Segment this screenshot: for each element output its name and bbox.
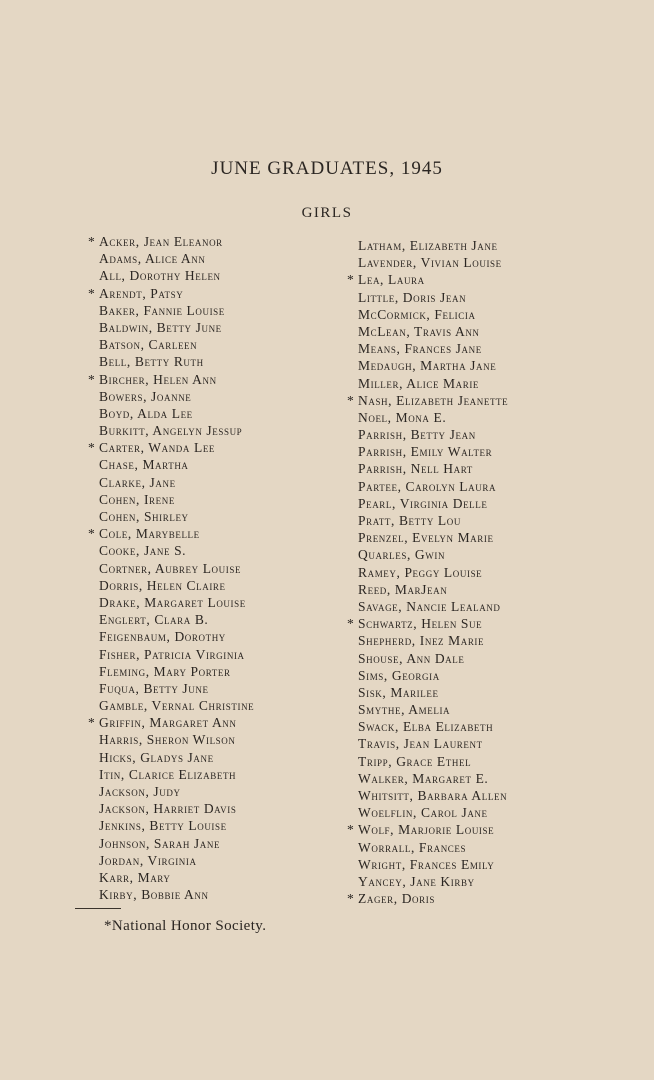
graduate-entry (88, 817, 333, 834)
graduate-name: Jackson, Judy (99, 784, 181, 799)
honor-society-marker: * (88, 715, 96, 731)
graduate-name: Hicks, Gladys Jane (99, 749, 214, 765)
graduate-name: Griffin, Margaret Ann (99, 715, 237, 731)
graduate-entry (347, 271, 627, 288)
graduate-entry (347, 684, 627, 701)
graduate-name: Means, Frances Jane (358, 341, 482, 357)
graduate-name: Wright, Frances Emily (358, 856, 495, 872)
graduate-name: Englert, Clara B. (99, 612, 209, 628)
graduate-entry (347, 753, 627, 770)
graduate-name: Wolf, Marjorie Louise (358, 822, 495, 838)
graduate-name: Jackson, Harriet Davis (99, 801, 237, 817)
graduate-name: Schwartz, Helen Sue (358, 616, 483, 632)
graduate-name: Cortner, Aubrey Louise (99, 560, 242, 576)
graduates-list-left (88, 233, 333, 903)
graduate-entry (347, 237, 627, 254)
graduate-name: Harris, Sheron Wilson (99, 732, 236, 748)
graduate-name: Acker, Jean Eleanor (99, 234, 223, 249)
graduate-entry (88, 388, 333, 405)
graduate-entry (88, 560, 333, 577)
graduate-entry (88, 783, 333, 800)
graduate-entry (88, 731, 333, 748)
graduate-entry (347, 821, 627, 838)
honor-society-marker: * (347, 891, 355, 907)
page-title: JUNE GRADUATES, 1945 (211, 158, 443, 179)
graduate-name: Adams, Alice Ann (99, 251, 206, 267)
graduate-entry (88, 611, 333, 628)
graduate-entry (347, 650, 627, 667)
graduate-name: Arendt, Patsy (99, 285, 184, 301)
graduate-entry (88, 456, 333, 473)
graduate-name: Yancey, Jane Kirby (358, 873, 475, 889)
graduate-name: Partee, Carolyn Laura (358, 478, 497, 494)
graduate-entry (347, 289, 627, 306)
graduate-name: Noel, Mona E. (358, 409, 447, 425)
graduate-entry (88, 886, 333, 903)
graduate-name: Cohen, Shirley (99, 509, 189, 524)
graduate-entry (88, 336, 333, 353)
graduate-entry (88, 800, 333, 817)
graduate-name: Karr, Mary (99, 869, 171, 885)
graduate-entry (347, 770, 627, 787)
footnote: *National Honor Society. (104, 918, 267, 934)
graduate-entry (347, 873, 627, 890)
graduate-entry (347, 495, 627, 512)
graduate-name: McLean, Travis Ann (358, 323, 480, 339)
graduate-name: Jordan, Virginia (99, 852, 197, 868)
graduate-name: Boyd, Alda Lee (99, 405, 193, 421)
graduate-entry (88, 508, 333, 525)
graduate-name: Bircher, Helen Ann (99, 371, 217, 387)
graduate-entry (88, 714, 333, 731)
graduate-name: Parrish, Nell Hart (358, 461, 473, 477)
graduate-name: Quarles, Gwin (358, 547, 446, 563)
graduate-entry (88, 285, 333, 302)
honor-society-marker: * (88, 526, 96, 542)
graduate-entry (347, 392, 627, 409)
graduate-name: Feigenbaum, Dorothy (99, 629, 226, 645)
graduate-entry (347, 443, 627, 460)
graduate-entry (88, 697, 333, 714)
graduate-name: Burkitt, Angelyn Jessup (99, 423, 243, 439)
graduate-entry (88, 405, 333, 422)
graduate-name: Bowers, Joanne (99, 388, 192, 404)
graduate-name: Baker, Fannie Louise (99, 302, 225, 318)
graduate-entry (88, 267, 333, 284)
graduate-entry (88, 474, 333, 491)
graduate-entry (88, 371, 333, 388)
graduate-entry (347, 512, 627, 529)
graduate-name: Batson, Carleen (99, 337, 198, 353)
honor-society-marker: * (347, 392, 355, 408)
honor-society-marker: * (347, 272, 355, 288)
graduate-entry (347, 701, 627, 718)
graduate-name: Tripp, Grace Ethel (358, 753, 472, 769)
graduate-name: Dorris, Helen Claire (99, 577, 226, 593)
graduate-name: Latham, Elizabeth Jane (358, 238, 498, 253)
graduate-name: Parrish, Emily Walter (358, 444, 493, 460)
graduate-entry (88, 491, 333, 508)
graduate-entry (88, 680, 333, 697)
graduate-name: Johnson, Sarah Jane (99, 835, 221, 851)
graduate-name: Cohen, Irene (99, 491, 175, 507)
graduate-entry (347, 375, 627, 392)
graduate-name: Woelflin, Carol Jane (358, 805, 488, 821)
graduate-entry (88, 577, 333, 594)
graduate-entry (347, 546, 627, 563)
graduate-name: Shepherd, Inez Marie (358, 633, 485, 649)
graduate-name: Cooke, Jane S. (99, 543, 187, 559)
honor-society-marker: * (88, 371, 96, 387)
graduate-entry (88, 525, 333, 542)
graduate-entry (347, 478, 627, 495)
graduate-entry (347, 632, 627, 649)
graduate-name: Travis, Jean Laurent (358, 736, 483, 752)
graduate-name: Ramey, Peggy Louise (358, 564, 483, 580)
graduate-name: Sisk, Marilee (358, 684, 439, 700)
graduate-entry (88, 233, 333, 250)
graduate-name: Fisher, Patricia Virginia (99, 646, 245, 662)
graduate-entry (347, 254, 627, 271)
graduate-entry (347, 839, 627, 856)
graduate-name: Cole, Marybelle (99, 526, 200, 542)
honor-society-marker: * (88, 234, 96, 249)
graduate-name: Gamble, Vernal Christine (99, 698, 255, 714)
graduate-entry (88, 766, 333, 783)
graduate-entry (347, 564, 627, 581)
graduate-name: Shouse, Ann Dale (358, 650, 465, 666)
graduate-entry (88, 250, 333, 267)
graduate-name: Carter, Wanda Lee (99, 440, 216, 456)
graduate-name: Pearl, Virginia Delle (358, 495, 488, 511)
graduate-name: Clarke, Jane (99, 474, 176, 490)
graduate-name: Bell, Betty Ruth (99, 354, 204, 370)
graduate-entry (347, 615, 627, 632)
graduate-entry (88, 594, 333, 611)
graduate-name: Fuqua, Betty June (99, 680, 209, 696)
graduate-name: Reed, MarJean (358, 581, 448, 597)
graduate-entry (347, 426, 627, 443)
graduate-name: Drake, Margaret Louise (99, 594, 246, 610)
graduate-name: Smythe, Amelia (358, 702, 451, 718)
graduate-name: Medaugh, Martha Jane (358, 358, 497, 374)
graduate-entry (347, 323, 627, 340)
honor-society-marker: * (88, 440, 96, 456)
graduate-entry (347, 890, 627, 907)
graduate-entry (347, 804, 627, 821)
graduate-name: Kirby, Bobbie Ann (99, 887, 209, 903)
graduate-name: Miller, Alice Marie (358, 375, 480, 391)
graduate-name: Sims, Georgia (358, 667, 440, 683)
graduate-entry (88, 852, 333, 869)
graduate-entry (88, 628, 333, 645)
graduate-name: Pratt, Betty Lou (358, 513, 461, 528)
graduate-entry (347, 581, 627, 598)
graduate-name: Whitsitt, Barbara Allen (358, 788, 508, 803)
graduate-entry (347, 856, 627, 873)
graduate-entry (88, 353, 333, 370)
graduate-entry (88, 542, 333, 559)
graduate-entry (88, 422, 333, 439)
graduate-entry (347, 667, 627, 684)
section-heading: GIRLS (301, 205, 353, 221)
graduate-entry (347, 306, 627, 323)
graduate-entry (88, 319, 333, 336)
graduate-name: Savage, Nancie Lealand (358, 598, 501, 614)
footnote-divider (75, 908, 121, 909)
graduate-entry (347, 409, 627, 426)
graduate-entry (347, 598, 627, 615)
graduate-name: Lavender, Vivian Louise (358, 255, 502, 271)
graduate-name: Nash, Elizabeth Jeanette (358, 392, 509, 408)
graduate-name: Parrish, Betty Jean (358, 427, 476, 443)
graduate-name: McCormick, Felicia (358, 306, 476, 322)
graduate-entry (88, 302, 333, 319)
graduate-entry (347, 529, 627, 546)
graduate-entry (347, 735, 627, 752)
graduate-entry (347, 718, 627, 735)
graduate-entry (347, 357, 627, 374)
graduate-entry (347, 787, 627, 804)
graduate-entry (347, 340, 627, 357)
graduate-name: Walker, Margaret E. (358, 770, 489, 786)
graduate-name: Zager, Doris (358, 891, 435, 907)
honor-society-marker: * (347, 822, 355, 838)
graduate-entry (347, 460, 627, 477)
graduate-name: Worrall, Frances (358, 839, 467, 855)
graduate-entry (88, 646, 333, 663)
graduate-name: Swack, Elba Elizabeth (358, 719, 494, 735)
honor-society-marker: * (88, 285, 96, 301)
graduate-name: All, Dorothy Helen (99, 268, 221, 284)
graduate-name: Prenzel, Evelyn Marie (358, 530, 494, 546)
graduate-entry (88, 439, 333, 456)
graduate-name: Little, Doris Jean (358, 289, 467, 305)
graduate-name: Itin, Clarice Elizabeth (99, 766, 237, 782)
graduate-entry (88, 869, 333, 886)
graduate-entry (88, 663, 333, 680)
graduate-name: Chase, Martha (99, 457, 189, 473)
graduate-entry (88, 835, 333, 852)
graduate-name: Fleming, Mary Porter (99, 663, 231, 679)
graduate-name: Baldwin, Betty June (99, 319, 222, 335)
honor-society-marker: * (347, 616, 355, 632)
graduates-list-right (347, 237, 627, 907)
graduate-name: Lea, Laura (358, 272, 425, 288)
graduate-name: Jenkins, Betty Louise (99, 818, 227, 834)
graduate-entry (88, 749, 333, 766)
